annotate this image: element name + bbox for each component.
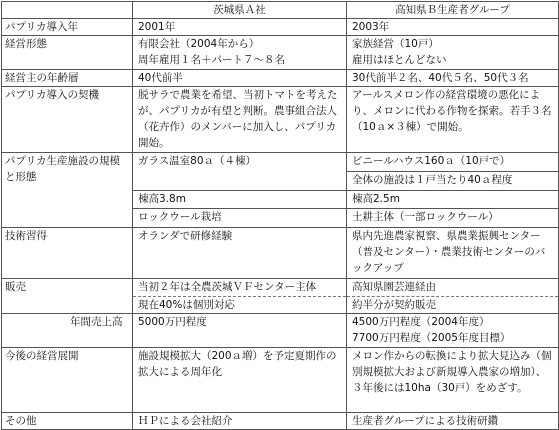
table-row [2,36,559,70]
table-row [2,348,559,413]
cell-a: オランダで研修経験 [133,228,347,279]
row-label: パプリカ導入年 [2,19,133,36]
cell-b: 棟高2.5m [347,191,559,209]
table-row [2,19,559,36]
cell-a: ガラス温室80ａ（４棟） [133,153,347,191]
cell-b: 土耕主体（一部ロックウール） [347,209,559,228]
cell-a: 棟高3.8m [133,191,347,209]
table-row [2,87,559,153]
cell-a: 有限会社（2004年から） 周年雇用１名＋パート７～８名 [133,36,347,70]
row-label: 今後の経営展開 [2,348,133,413]
cell-a: 脱サラで農業を希望、当初トマトを考えたが、パプリカが有望と判断。農事組合法人（花卉作）のメンバーに加入し、パプリカ開始。 [133,87,347,153]
cell-a: 5000万円程度 [133,314,347,348]
cell-b: 県内先進農家視察、県農業振興センター（普及センター）・農業技術センターのバックアップ [347,228,559,279]
row-label: 経営主の年齢層 [2,70,133,87]
cell-b: 30代前半２名、40代５名、50代３名 [347,70,559,87]
cell-a: 施設規模拡大（200ａ増）を予定夏期作の拡大による周年化 [133,348,347,413]
row-label: パプリカ生産施設の規模と形態 [2,153,133,228]
table-row [2,297,559,314]
cell-b: メロン作からの転換により拡大見込み（個別規模拡大および新規導入農家の増加）、３年後には10ha（30戸）をめざす。 [347,348,559,413]
row-label-spacer [2,297,133,314]
row-label: 販売 [2,279,133,297]
cell-b: 生産者グループによる技術研鑽 [347,413,559,430]
row-label: 年間売上高 [2,314,133,348]
table-row [2,228,559,279]
comparison-table [1,1,559,430]
cell-a: ロックウール栽培 [133,209,347,228]
cell-a: 2001年 [133,19,347,36]
header-corner [2,2,133,19]
cell-b: 高知県園芸連経由 [347,279,559,297]
cell-b: アールスメロン作の経営環境の悪化により、メロンに代わる作物を探索。若手３名（10ａ×３棟）で開始。 [347,87,559,153]
row-label: 技術習得 [2,228,133,279]
cell-b: 約半分が契約販売 [347,297,559,314]
cell-b: ビニールハウス160ａ（10戸で） [347,153,559,172]
cell-b: 全体の施設は１戸当たり40ａ程度 [347,172,559,191]
cell-a: 40代前半 [133,70,347,87]
header-row [2,2,559,19]
row-label: その他 [2,413,133,430]
cell-a: 当初２年は全農茨城ＶＦセンター主体 [133,279,347,297]
table-row [2,413,559,430]
table-row [2,153,559,172]
header-col-b: 高知県Ｂ生産者グループ [347,2,559,19]
row-label: 経営形態 [2,36,133,70]
row-label: パプリカ導入の契機 [2,87,133,153]
cell-a: ＨＰによる会社紹介 [133,413,347,430]
cell-b: 4500万円程度（2004年度） 7700万円程度（2005年度目標） [347,314,559,348]
header-col-a: 茨城県Ａ社 [133,2,347,19]
cell-a: 現在40%は個別対応 [133,297,347,314]
cell-b: 家族経営（10戸） 雇用はほとんどない [347,36,559,70]
cell-b: 2003年 [347,19,559,36]
table-row [2,314,559,348]
table-row [2,70,559,87]
table-row [2,279,559,297]
